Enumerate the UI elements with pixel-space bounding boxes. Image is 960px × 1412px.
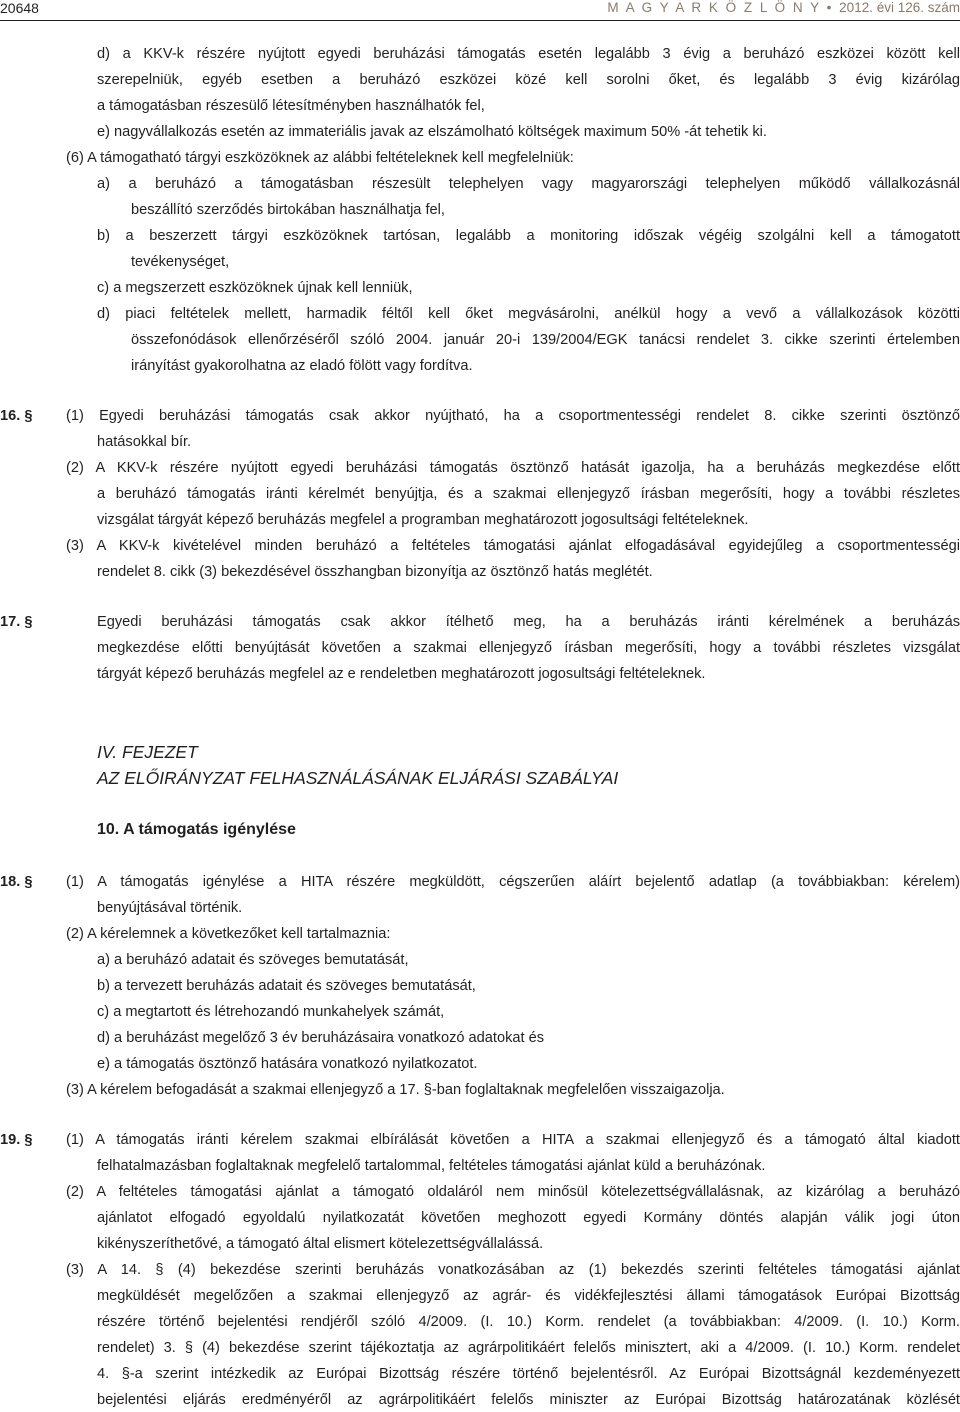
- text-line: (1) A támogatás iránti kérelem szakmai elbírálását követően a HITA a szakmai ellenjegyző és a támogató által kiadott: [66, 1132, 960, 1148]
- text-line: a) a beruházó a támogatásban részesült telephelyen vagy magyarországi telephelyen működő vállalkozásnál: [97, 176, 960, 192]
- page-header: [0, 0, 960, 20]
- text-line: d) piaci feltételek mellett, harmadik féltől kell őket megvásárolni, anélkül hogy a vevő a vállalkozások közötti: [97, 306, 960, 322]
- text-line: 4. §-a szerint intézkedik az Európai Bizottság részére történő bejelentésről. Az Európai Bizottságnál kezdeményezett: [97, 1366, 960, 1382]
- journal-name: M A G Y A R K Ö Z L Ö N Y: [607, 0, 821, 15]
- chapter-number: IV. FEJEZET: [97, 742, 198, 762]
- text-line: (2) A KKV-k részére nyújtott egyedi beruházási támogatás ösztönző hatását igazolja, ha a beruházás megkezdése előtt: [66, 460, 960, 476]
- text-line: e) a támogatás ösztönző hatására vonatkozó nyilatkozatot.: [97, 1056, 478, 1072]
- text-line: a támogatásban részesülő létesítményben használhatók fel,: [97, 98, 485, 114]
- text-line: benyújtásával történik.: [97, 900, 243, 916]
- text-line: összefonódások ellenőrzéséről szóló 2004. január 20-i 139/2004/EGK tanácsi rendelet 3. cikke szerinti értelemben: [131, 332, 960, 348]
- section-number: 17. §: [0, 614, 33, 630]
- text-line: (1) Egyedi beruházási támogatás csak akkor nyújtható, ha a csoportmentességi rendelet 8. cikke szerinti ösztönző: [66, 408, 960, 424]
- text-line: szerepelniük, egyéb esetben a beruházó eszközei közé kell sorolni őket, és legalább 3 évig kizárólag: [97, 72, 960, 88]
- text-line: rendelet 8. cikk (3) bekezdésével összhangban bizonyítja az ösztönző hatás meglétét.: [97, 564, 653, 580]
- chapter-title: AZ ELŐIRÁNYZAT FELHASZNÁLÁSÁNAK ELJÁRÁSI SZABÁLYAI: [97, 768, 619, 788]
- text-line: megküldését megelőzően a szakmai ellenjegyző az agrár- és vidékfejlesztési állami támogatások Európai Bizottság: [97, 1288, 960, 1304]
- text-line: d) a KKV-k részére nyújtott egyedi beruházási támogatás esetén legalább 3 évig a beruházó eszközei között kell: [97, 46, 960, 62]
- text-line: c) a megtartott és létrehozandó munkahelyek számát,: [97, 1004, 445, 1020]
- header-rule: [0, 20, 960, 21]
- text-line: e) nagyvállalkozás esetén az immateriális javak az elszámolható költségek maximum 50% -át tehetik ki.: [97, 124, 767, 140]
- text-line: részére történő bejelentési rendjéről szóló 4/2009. (I. 10.) Korm. rendelet (a továbbiakban: 4/2009. (I. 10.) Korm.: [97, 1314, 960, 1330]
- text-line: (2) A feltételes támogatási ajánlat a támogató oldaláról nem minősül kötelezettségvállalásnak, az kizárólag a beruházó: [66, 1184, 960, 1200]
- text-line: (1) A támogatás igénylése a HITA részére megküldött, cégszerűen aláírt bejelentő adatlap (a továbbiakban: kérelem): [66, 874, 960, 890]
- page-number: 20648: [0, 0, 39, 16]
- text-line: vizsgálat tárgyát képező beruházás megfelel a programban meghatározott jogosultsági feltételeknek.: [97, 512, 749, 528]
- text-line: (2) A kérelemnek a következőket kell tartalmaznia:: [66, 926, 391, 942]
- section-number: 16. §: [0, 408, 33, 424]
- text-line: megkezdése előtti benyújtását követően a szakmai ellenjegyző írásban megerősíti, hogy a további részletes vizsgálat: [97, 640, 960, 656]
- section-number: 19. §: [0, 1132, 33, 1148]
- text-line: tárgyát képező beruházás megfelel az e rendeletben meghatározott jogosultsági feltételeknek.: [97, 666, 706, 682]
- text-line: Egyedi beruházási támogatás csak akkor ítélhető meg, ha a beruházás iránti kérelmének a beruházás: [97, 614, 960, 630]
- text-line: tevékenységet,: [131, 254, 230, 270]
- issue-number: 2012. évi 126. szám: [839, 0, 960, 15]
- text-line: b) a tervezett beruházás adatait és szöveges bemutatását,: [97, 978, 476, 994]
- text-line: (3) A 14. § (4) bekezdése szerinti beruházás vonatkozásában az (1) bekezdés szerinti feltételes támogatási ajánlat: [66, 1262, 960, 1278]
- section-number: 18. §: [0, 874, 33, 890]
- text-line: a beruházó támogatás iránti kérelmét benyújtja, és a szakmai ellenjegyző írásban megerősíti, hogy a további részletes: [97, 486, 960, 502]
- text-line: c) a megszerzett eszközöknek újnak kell lenniük,: [97, 280, 413, 296]
- section-subtitle: 10. A támogatás igénylése: [97, 821, 296, 838]
- text-line: (3) A KKV-k kivételével minden beruházó a feltételes támogatási ajánlat elfogadásával egyidejűleg a csoportmentességi: [66, 538, 960, 554]
- text-line: (6) A támogatható tárgyi eszközöknek az alábbi feltételeknek kell megfelelniük:: [66, 150, 574, 166]
- text-line: bejelentési eljárás eredményéről az agrárpolitikáért felelős miniszter az Európai Bizottság határozatának közlését: [97, 1392, 960, 1408]
- text-line: beszállító szerződés birtokában használhatja fel,: [131, 202, 445, 218]
- text-line: d) a beruházást megelőző 3 év beruházásaira vonatkozó adatokat és: [97, 1030, 545, 1046]
- text-line: irányítást gyakorolhatna az eladó fölött vagy fordítva.: [131, 358, 473, 374]
- text-line: b) a beszerzett tárgyi eszközöknek tartósan, legalább a monitoring időszak végéig szolgálni kell a támogatott: [97, 228, 960, 244]
- journal-title: [607, 0, 960, 15]
- text-line: hatásokkal bír.: [97, 434, 192, 450]
- text-line: felhatalmazásban foglaltaknak megfelelő tartalommal, feltételes támogatási ajánlat küld a beruházónak.: [97, 1158, 766, 1174]
- text-line: ajánlatot elfogadó egyoldalú nyilatkozatát követően meghozott egyedi Kormány döntés alapján válik jogi úton: [97, 1210, 960, 1226]
- bullet-separator: •: [826, 0, 834, 15]
- text-line: a) a beruházó adatait és szöveges bemutatását,: [97, 952, 409, 968]
- text-line: rendelet) 3. § (4) bekezdése szerint tájékoztatja az agrárpolitikáért felelős minisztert, aki a 4/2009. (I. 10.) Korm. rendelet: [97, 1340, 960, 1356]
- text-line: kikényszeríthetővé, a támogató által elismert kötelezettségvállalássá.: [97, 1236, 544, 1252]
- text-line: (3) A kérelem befogadását a szakmai ellenjegyző a 17. §-ban foglaltaknak megfelelően visszaigazolja.: [66, 1082, 725, 1098]
